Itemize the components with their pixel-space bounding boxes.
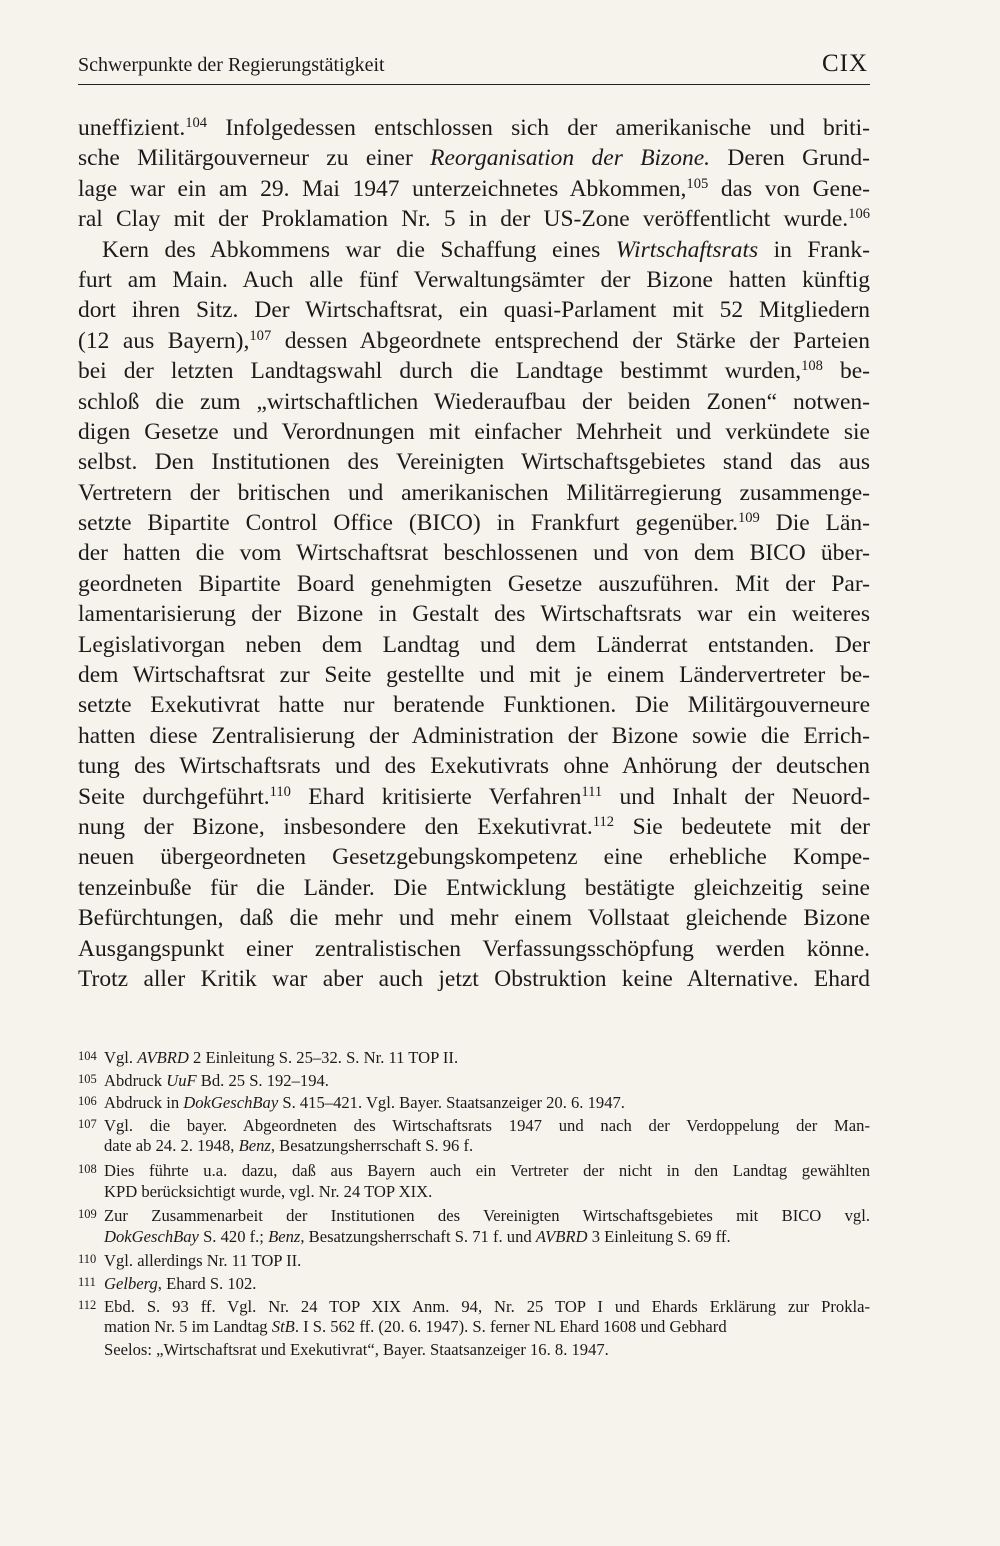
footnote-ref[interactable]: 112 <box>592 813 615 830</box>
footnote-number: 111 <box>78 1274 96 1289</box>
text-line: Legislativorgan neben dem Landtag und dem Länderrat entstanden. Der <box>78 631 870 658</box>
text-line: neuen übergeordneten Gesetzgebungskompetenz eine erhebliche Kompe- <box>78 844 870 871</box>
footnote-106: 106 Abdruck in DokGeschBay S. 415–421. Vgl. Bayer. Staatsanzeiger 20. 6. 1947. <box>78 1090 870 1113</box>
text-line: digen Gesetze und Verordnungen mit einfacher Mehrheit und verkündete sie <box>78 418 870 445</box>
footnote-ref[interactable]: 107 <box>249 327 272 344</box>
text-line: Vertretern der britischen und amerikanischen Militärregierung zusammenge- <box>78 479 870 506</box>
footnote-105: 105 Abdruck UuF Bd. 25 S. 192–194. <box>78 1068 870 1091</box>
footnote-109: 109 Zur Zusammenarbeit der Institutionen des Vereinigten Wirtschaftsgebietes mit BICO vgl. <box>78 1203 870 1226</box>
running-head-title: Schwerpunkte der Regierungstätigkeit <box>78 54 385 76</box>
text-line: setzte Exekutivrat hatte nur beratende Funktionen. Die Militärgouverneure <box>78 692 870 719</box>
footnote-ref[interactable]: 105 <box>686 175 709 192</box>
footnote-number: 112 <box>78 1297 97 1312</box>
footnote-107: 107 Vgl. die bayer. Abgeordneten des Wirtschaftsrats 1947 und nach der Verdoppelung der Man- <box>78 1113 870 1136</box>
text-line: tung des Wirtschaftsrats und des Exekutivrats ohne Anhörung der deutschen <box>78 753 870 780</box>
footnote-ref[interactable]: 106 <box>848 206 870 223</box>
footnote-ref[interactable]: 108 <box>801 358 823 375</box>
footnote-108: 108 Dies führte u.a. dazu, daß aus Bayern auch ein Vertreter der nicht in den Landtag gewählten <box>78 1158 870 1181</box>
text-line: setzte Bipartite Control Office (BICO) in Frankfurt gegenüber.$^{109}$ Die Län- <box>78 510 870 537</box>
footnote-112-cont: mation Nr. 5 im Landtag StB. I S. 562 ff. (20. 6. 1947). S. ferner NL Ehard 1608 und Gebhard <box>104 1317 727 1337</box>
text-line: Ausgangspunkt einer zentralistischen Verfassungsschöpfung werden könne. <box>78 935 870 962</box>
text-line: geordneten Bipartite Board genehmigten Gesetze auszuführen. Mit der Par- <box>78 570 870 597</box>
text-line: schloß die zum „wirtschaftlichen Wiederaufbau der beiden Zonen“ notwen- <box>78 388 870 415</box>
text-line: Seite durchgeführt.$^{110}$ Ehard kritisierte Verfahren$^{111}$ und Inhalt der Neuord- <box>78 783 871 810</box>
footnote-number: 108 <box>78 1161 97 1176</box>
text-line: lamentarisierung der Bizone in Gestalt des Wirtschaftsrats war ein weiteres <box>78 601 870 628</box>
footnote-ref[interactable]: 111 <box>581 783 603 800</box>
text-line: sche Militärgouverneur zu einer Reorganisation der Bizone. Deren Grund- <box>78 145 870 172</box>
text-line: selbst. Den Institutionen des Vereinigten Wirtschaftsgebietes stand das aus <box>78 449 870 476</box>
text-line: Befürchtungen, daß die mehr und mehr einem Vollstaat gleichende Bizone <box>78 905 870 932</box>
footnote-111: 111 Gelberg, Ehard S. 102. <box>78 1271 870 1294</box>
text-line: ral Clay mit der Proklamation Nr. 5 in der US-Zone veröffentlicht wurde.$^{106}$ <box>78 206 870 233</box>
text-line: der hatten die vom Wirtschaftsrat beschlossenen und von dem BICO über- <box>78 540 870 567</box>
text-line: Trotz aller Kritik war aber auch jetzt Obstruktion keine Alternative. Ehard <box>78 965 870 992</box>
footnote-number: 106 <box>78 1094 97 1109</box>
footnote-107-cont: date ab 24. 2. 1948, Benz, Besatzungsherrschaft S. 96 f. <box>104 1136 474 1156</box>
text-line: bei der letzten Landtagswahl durch die Landtage bestimmt wurden,$^{108}$ be- <box>78 358 870 385</box>
emphasis: Reorganisation der Bizone. <box>430 145 711 172</box>
footnote-ref[interactable]: 109 <box>737 510 760 527</box>
text-line: (12 aus Bayern),$^{107}$ dessen Abgeordnete entsprechend der Stärke der Parteien <box>78 327 870 354</box>
emphasis: Wirtschaftsrats <box>615 236 759 263</box>
main-text <box>78 113 870 994</box>
text-line: dort ihren Sitz. Der Wirtschaftsrat, ein quasi-Parlament mit 52 Mitgliedern <box>78 297 870 324</box>
text-line: lage war ein am 29. Mai 1947 unterzeichnetes Abkommen,$^{105}$ das von Gene- <box>78 175 870 202</box>
text-line: nung der Bizone, insbesondere den Exekutivrat.$^{112}$ Sie bedeutete mit der <box>78 813 870 840</box>
text-line: hatten diese Zentralisierung der Administration der Bizone sowie die Errich- <box>78 722 870 749</box>
text-line: furt am Main. Auch alle fünf Verwaltungsämter der Bizone hatten künftig <box>78 266 870 293</box>
page-number: CIX <box>821 50 868 77</box>
footnote-number: 104 <box>78 1049 97 1063</box>
text-line: dem Wirtschaftsrat zur Seite gestellte und mit je einem Ländervertreter be- <box>78 662 870 689</box>
footnote-number: 105 <box>78 1071 97 1086</box>
footnote-ref[interactable]: 110 <box>269 783 291 800</box>
footnote-number: 107 <box>78 1116 97 1131</box>
footnote-110: 110 Vgl. allerdings Nr. 11 TOP II. <box>78 1248 870 1271</box>
running-head <box>78 50 870 85</box>
footnote-109-cont: DokGeschBay S. 420 f.; Benz, Besatzungsherrschaft S. 71 f. und AVBRD 3 Einleitung S. 69 ff. <box>104 1226 731 1246</box>
footnote-ref[interactable]: 104 <box>185 115 208 131</box>
footnote-number: 110 <box>78 1252 97 1267</box>
footnotes <box>78 1045 870 1361</box>
text-line: Kern des Abkommens war die Schaffung eines Wirtschaftsrats in Frank- <box>102 236 870 263</box>
text-line: uneffizient.$^{104}$ Infolgedessen entschlossen sich der amerikanische und briti- <box>78 115 870 141</box>
footnote-112: 112 Ebd. S. 93 ff. Vgl. Nr. 24 TOP XIX Anm. 94, Nr. 25 TOP I und Ehards Erklärung zur Prokla- <box>78 1294 870 1317</box>
text-line: tenzeinbuße für die Länder. Die Entwicklung bestätigte gleichzeitig seine <box>78 874 870 901</box>
footnote-number: 109 <box>78 1207 97 1222</box>
footnote-112-cont: Seelos: „Wirtschaftsrat und Exekutivrat“, Bayer. Staatsanzeiger 16. 8. 1947. <box>104 1339 609 1359</box>
footnote-104: 104 Vgl. AVBRD 2 Einleitung S. 25–32. S. Nr. 11 TOP II. <box>78 1045 870 1068</box>
footnote-108-cont: KPD berücksichtigt wurde, vgl. Nr. 24 TOP XIX. <box>104 1181 433 1201</box>
